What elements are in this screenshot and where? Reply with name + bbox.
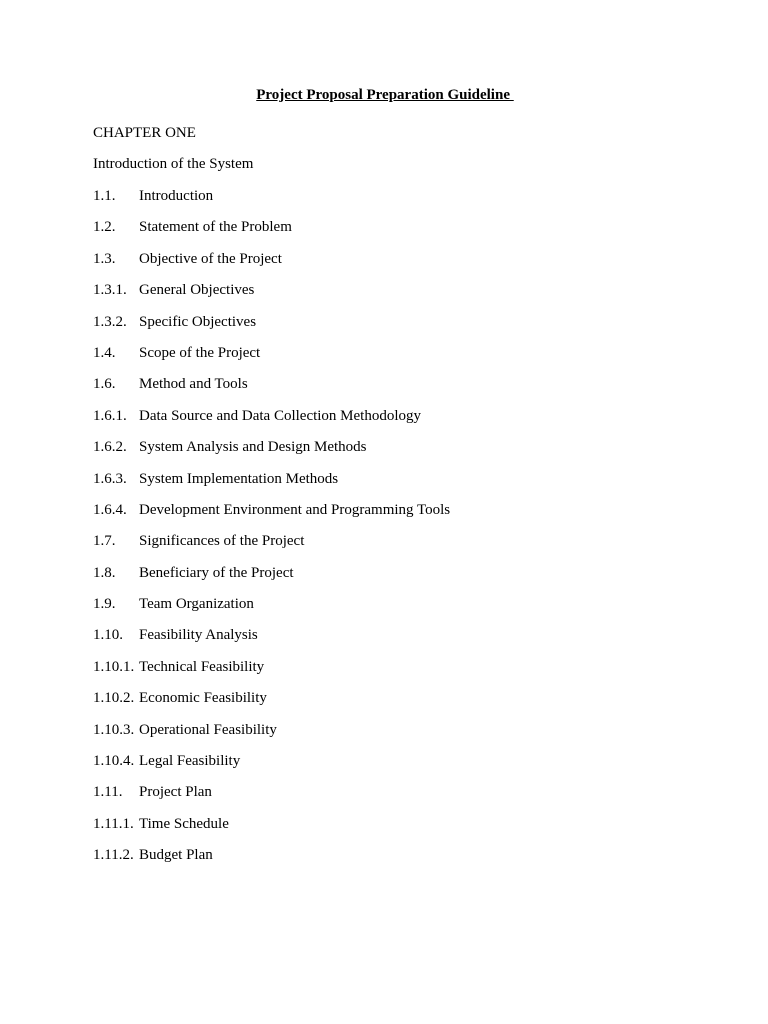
toc-item-number: 1.10.2. [93,690,135,707]
toc-item [93,532,450,563]
toc-item-number: 1.6. [93,376,116,393]
toc-item-number: 1.3.2. [93,313,127,330]
toc-item-number: 1.11.2. [93,847,134,864]
toc-item-label: Statement of the Problem [139,219,292,236]
toc-item-number: 1.6.1. [93,407,127,424]
toc-item-label: Legal Feasibility [139,753,241,770]
toc-item-number: 1.6.2. [93,439,127,456]
toc-item-label: Time Schedule [139,815,229,832]
toc-item-number: 1.8. [93,564,116,581]
toc-item [93,281,450,312]
chapter-heading: CHAPTER ONE [93,125,196,141]
toc-item-label: General Objectives [139,282,255,299]
toc-item-number: 1.6.4. [93,501,127,518]
toc-item-label: Operational Feasibility [139,721,277,738]
toc-item-label: Project Plan [139,784,212,801]
toc-item-number: 1.11. [93,784,123,801]
toc-item-label: Team Organization [139,596,254,613]
toc-item-label: Beneficiary of the Project [139,564,294,581]
toc-item-number: 1.1. [93,188,116,204]
toc-item-number: 1.6.3. [93,470,127,487]
toc-item [93,250,450,281]
toc-item-number: 1.10. [93,627,123,644]
toc-item-number: 1.3.1. [93,282,127,299]
chapter-subtitle: Introduction of the System [93,156,254,172]
toc-item-number: 1.2. [93,219,116,236]
toc-item-number: 1.11.1. [93,815,134,832]
toc-item-label: Feasibility Analysis [139,627,258,644]
toc-item [93,783,450,814]
toc-item [93,658,450,689]
toc-item-label: System Analysis and Design Methods [139,439,367,456]
toc-item [93,721,450,752]
toc-item-number: 1.4. [93,344,116,361]
toc-item [93,815,450,846]
toc-item [93,218,450,249]
toc-item [93,626,450,657]
toc-item-label: Technical Feasibility [139,658,265,675]
toc-item [93,438,450,469]
toc-item [93,313,450,344]
toc-item [93,564,450,595]
toc-item [93,501,450,532]
toc-item-label: Introduction [139,188,214,204]
toc-item-number: 1.10.3. [93,721,135,738]
toc-item-label: Budget Plan [139,847,213,864]
toc-item [93,375,450,406]
toc-item-label: Significances of the Project [139,533,305,550]
document-title: Project Proposal Preparation Guideline [256,87,514,103]
toc-item-number: 1.9. [93,596,116,613]
toc-item-number: 1.10.4. [93,753,135,770]
toc-item [93,187,450,218]
toc-item [93,752,450,783]
toc-item-label: System Implementation Methods [139,470,339,487]
toc-item-label: Objective of the Project [139,250,282,267]
toc-item-label: Specific Objectives [139,313,257,330]
toc-item-label: Method and Tools [139,376,248,393]
toc-item [93,595,450,626]
toc-item [93,407,450,438]
toc-item-number: 1.7. [93,533,116,550]
toc-item-number: 1.10.1. [93,658,135,675]
toc-item [93,846,450,877]
toc-item-number: 1.3. [93,250,116,267]
toc-item-label: Development Environment and Programming Tools [139,501,451,518]
toc-item-label: Scope of the Project [139,344,261,361]
table-of-contents [93,187,450,878]
toc-item [93,344,450,375]
toc-item-label: Economic Feasibility [139,690,267,707]
toc-item [93,689,450,720]
toc-item [93,470,450,501]
toc-item-label: Data Source and Data Collection Methodology [139,407,422,424]
